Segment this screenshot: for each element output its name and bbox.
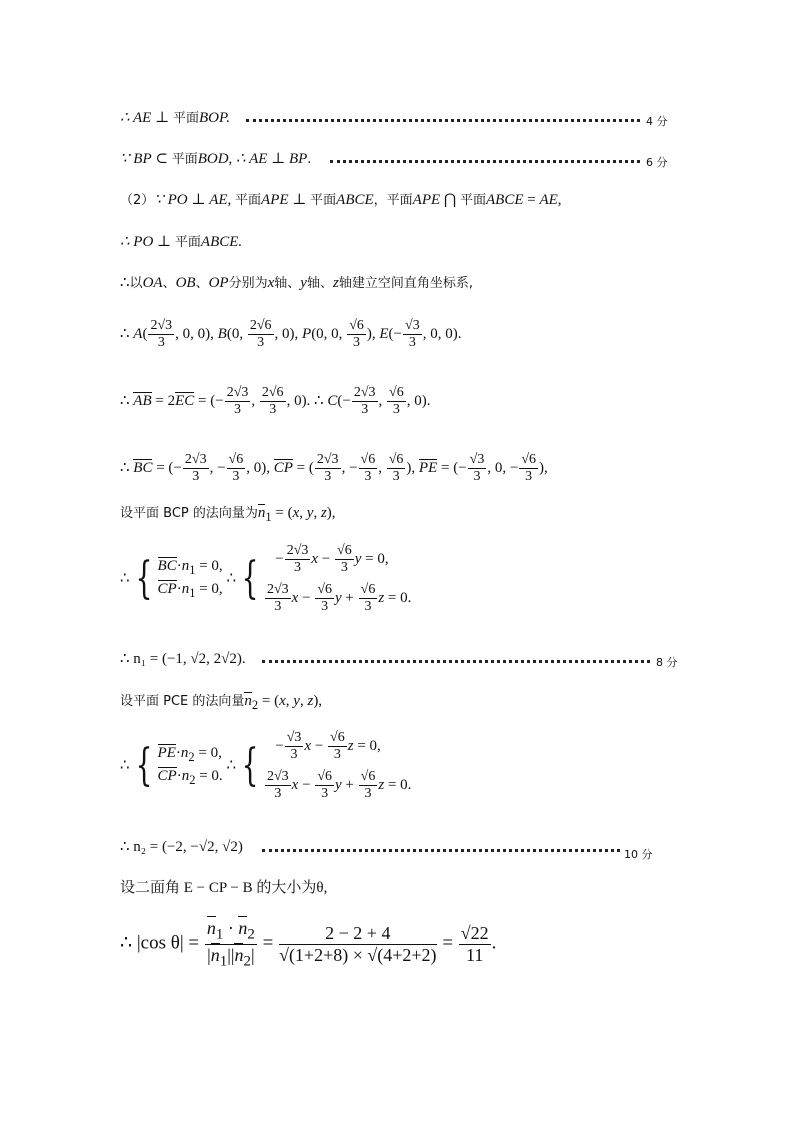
system-pce: ∴ { $PE\cdot n_2 = 0$, $CP\cdot n_2 = 0$. ∴ { − $\frac{√3}{3}$ x − $\frac{√6}{3}$ z = 0, $\frac{2√3}{3}$ x − $\frac{√6}{3}$ y + $\frac{√6}{3}$ z = 0. xyxy=(120,730,412,802)
score-mark: 10 分 xyxy=(624,848,653,861)
normal-vector-2-intro: 设平面 PCE 的法向量$n_2 = (x$, y, z), xyxy=(120,693,323,712)
proof-line-po-perp-abce: ∴ PO ⊥ 平面ABCE. xyxy=(120,234,243,250)
proof-part-2-start: （2）∵ PO ⊥ AE, 平面APE ⊥ 平面ABCE，平面APE ⋂ 平面ABCE = AE, xyxy=(120,192,562,208)
proof-line-ae-perp-bop: ∴ AE ⊥ 平面BOP. xyxy=(120,110,230,126)
point-c-derivation: ∴ AB = 2EC = (− $\frac{2√3}{3}$ , $\frac{2√6}{3}$ , 0). ∴ C(− $\frac{2√3}{3}$ , $\frac{√6}{3}$ , 0). xyxy=(120,385,431,418)
dotted-leader xyxy=(246,119,640,122)
dihedral-angle-intro: 设二面角 E − CP − B 的大小为θ, xyxy=(120,880,328,896)
proof-line-ae-perp-bp: ∵ BP ⊂ 平面BOD, ∴ AE ⊥ BP. xyxy=(120,151,312,167)
cos-theta-result: ∴ |cos θ| = $\frac{n_1 \cdot n_2}{|n_1||n_2|}$ = $\frac{2 - 2 + 4}{√(1+2+8) \times √(4+2+2)}$ = $\frac{√22}{11}$ . xyxy=(120,918,497,970)
score-mark: 6 分 xyxy=(646,156,668,169)
coordinate-system-line: ∴以OA、OB、OP分别为x轴、y轴、z轴建立空间直角坐标系, xyxy=(120,275,473,291)
system-bcp: ∴ { $BC\cdot n_1 = 0$, $CP\cdot n_1 = 0$, ∴ { − $\frac{2√3}{3}$ x − $\frac{√6}{3}$ y = 0, $\frac{2√3}{3}$ x − $\frac{√6}{3}$ y + $\frac{√6}{3}$ z = 0. xyxy=(120,543,412,615)
dotted-leader xyxy=(262,660,650,663)
n2-result: ∴ n₂ = (−2, −√2, √2) xyxy=(120,839,243,855)
point-coordinates: ∴ A( $\frac{2√3}{3}$ , 0, 0), B(0, $\frac{2√6}{3}$ , 0), P(0, 0, $\frac{√6}{3}$ ), E(− $\frac{√3}{3}$ , 0, 0). xyxy=(120,318,462,351)
part-label: （2） xyxy=(120,193,155,208)
n1-result: ∴ n₁ = (−1, √2, 2√2). xyxy=(120,651,246,667)
vector-components: ∴ BC = (− $\frac{2√3}{3}$ , − $\frac{√6}{3}$ , 0), CP = ( $\frac{2√3}{3}$ , − $\frac{√6}{3}$ , $\frac{√6}{3}$ ), PE = (− $\frac{√3}{3}$ , 0, − $\frac{√6}{3}$ ), xyxy=(120,452,548,485)
dotted-leader xyxy=(262,849,620,852)
score-mark: 8 分 xyxy=(656,656,678,669)
normal-vector-1-intro: 设平面 BCP 的法向量为$n_1 = (x$, y, z), xyxy=(120,505,336,524)
dotted-leader xyxy=(330,160,640,163)
score-mark: 4 分 xyxy=(646,115,668,128)
